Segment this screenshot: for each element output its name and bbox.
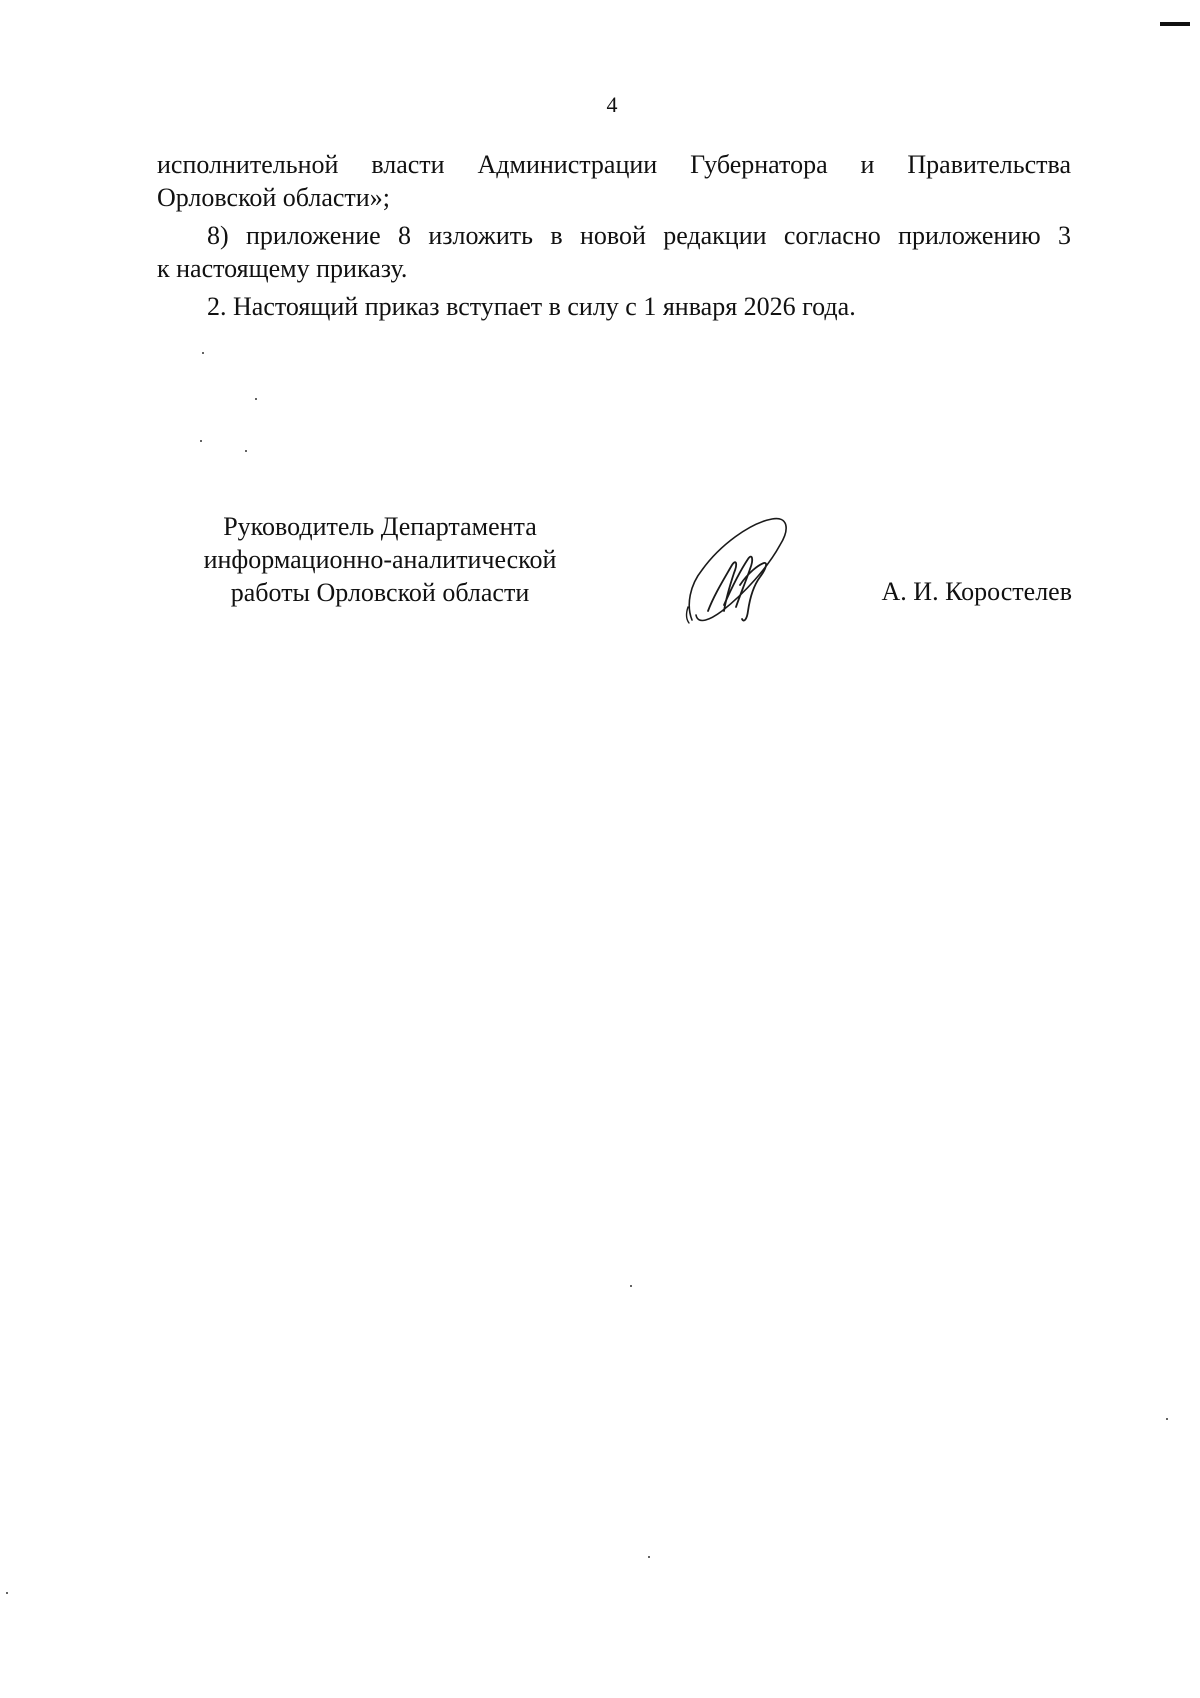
scan-speck — [202, 352, 204, 354]
scan-speck — [648, 1556, 650, 1558]
paragraph-continuation — [157, 148, 1071, 214]
signatory-title-line: Руководитель Департамента — [223, 512, 537, 541]
handwritten-signature — [680, 515, 800, 625]
scan-speck — [6, 1592, 8, 1594]
scan-speck — [245, 450, 247, 452]
signer-name: А. И. Коростелев — [881, 577, 1072, 606]
text-line: Орловской области»; — [157, 183, 390, 212]
paragraph-item-8 — [157, 219, 1071, 285]
signatory-title-line: информационно-аналитической — [203, 545, 557, 574]
text-line: исполнительной власти Администрации Губернатора и Правительства — [157, 150, 1071, 179]
text-line: к настоящему приказу. — [157, 254, 408, 283]
scan-speck — [255, 398, 257, 400]
document-body — [157, 148, 1071, 323]
scan-speck — [1166, 1418, 1168, 1420]
text-line: 2. Настоящий приказ вступает в силу с 1 января 2026 года. — [207, 292, 856, 321]
page-number: 4 — [606, 92, 618, 117]
scan-speck — [200, 440, 202, 442]
scan-corner-mark — [1160, 22, 1190, 26]
signatory-title — [160, 510, 600, 609]
text-line: 8) приложение 8 изложить в новой редакции согласно приложению 3 — [207, 221, 1071, 250]
scan-speck — [630, 1285, 632, 1287]
signatory-title-line: работы Орловской области — [230, 578, 530, 607]
paragraph-effective-date — [157, 290, 1071, 323]
